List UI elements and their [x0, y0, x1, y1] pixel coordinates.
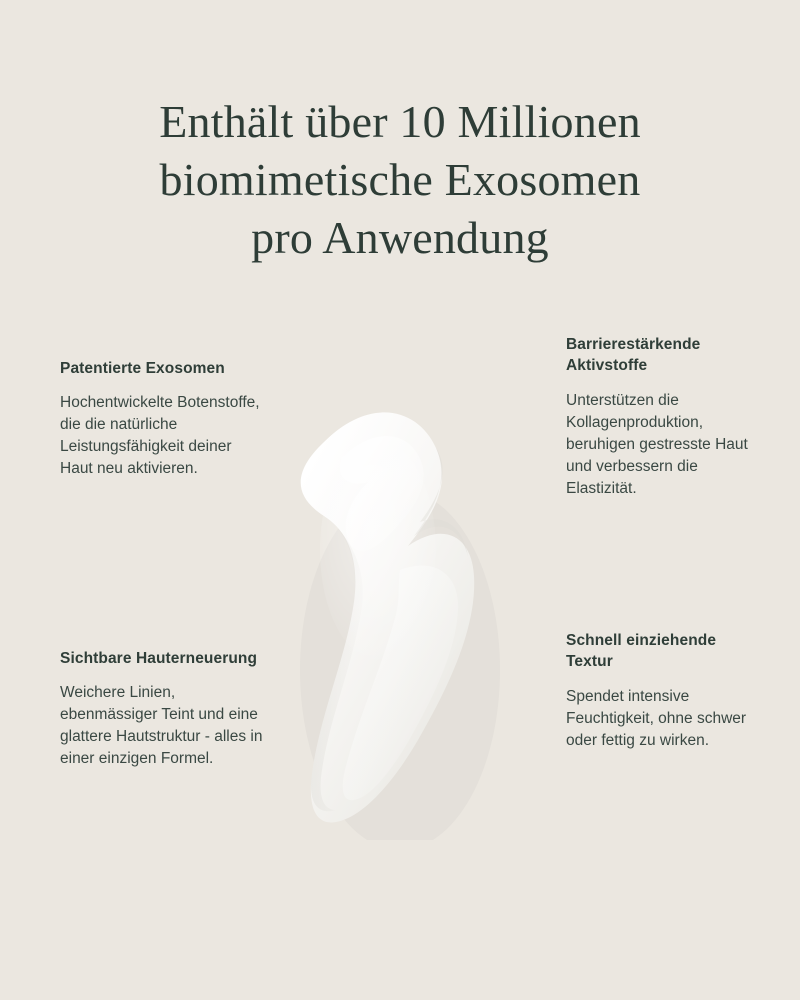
page-title	[0, 93, 800, 267]
cream-swatch-image	[250, 370, 550, 840]
feature-title: Patentierte Exosomen	[60, 360, 225, 377]
feature-title: Sichtbare Hauterneuerung	[60, 650, 258, 667]
headline-line-1: Enthält über 10 Millionen	[159, 95, 641, 147]
headline-line-2: biomimetische Exosomen	[159, 153, 641, 205]
feature-body: Unterstützen die Kollagenproduktion, beruhigen gestresste Haut und verbessern die Elastizität.	[566, 391, 748, 497]
feature-barrierestaerkende-aktivstoffe	[566, 334, 761, 500]
feature-body: Spendet intensive Feuchtigkeit, ohne schwer oder fettig zu wirken.	[566, 687, 747, 749]
feature-schnell-einziehende-textur	[566, 630, 761, 752]
feature-body: Weichere Linien, ebenmässiger Teint und eine glattere Hautstruktur - alles in einer einzigen Formel.	[60, 684, 263, 768]
feature-title: Schnell einziehende Textur	[566, 632, 717, 671]
feature-sichtbare-hauterneuerung	[60, 648, 265, 770]
feature-title: Barrierestärkende Aktivstoffe	[566, 336, 701, 375]
feature-body: Hochentwickelte Botenstoffe, die die natürliche Leistungsfähigkeit deiner Haut neu aktivieren.	[60, 394, 260, 478]
feature-patentierte-exosomen	[60, 358, 265, 480]
headline-line-3: pro Anwendung	[251, 211, 549, 263]
